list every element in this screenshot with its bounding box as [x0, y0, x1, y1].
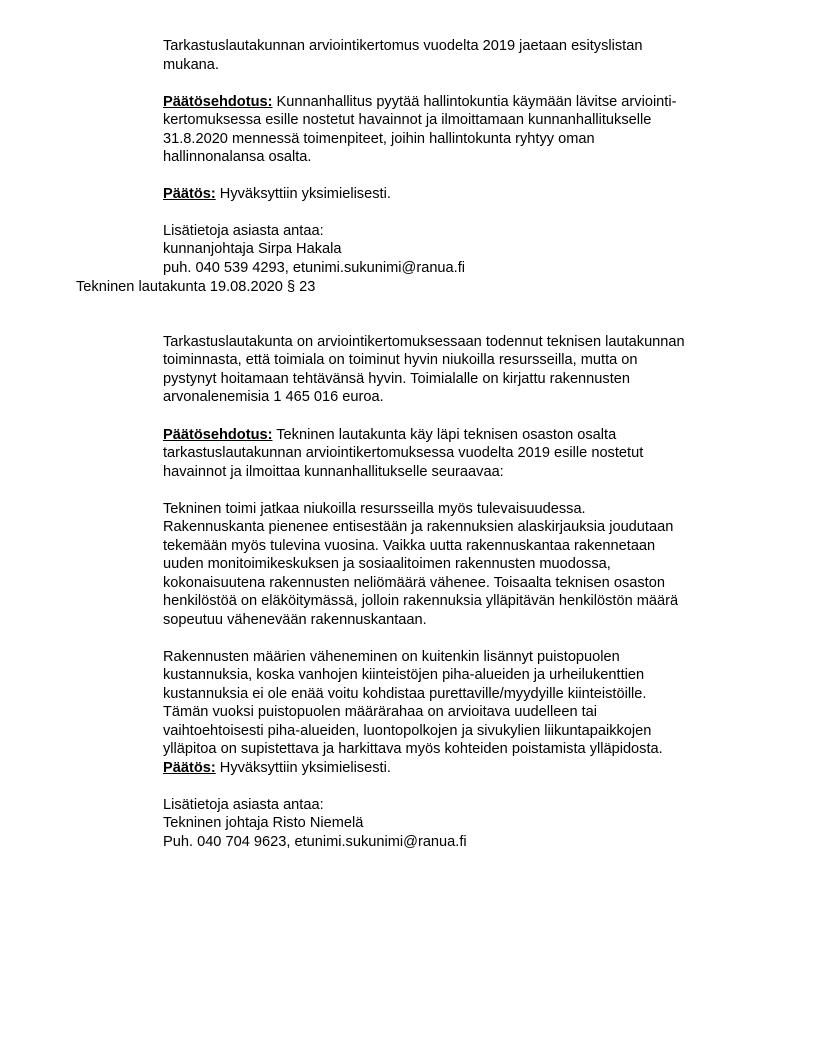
s2-proposal-line-3: havainnot ja ilmoittaa kunnanhallitukselle seuraavaa: — [163, 464, 504, 480]
s2-proposal-line-1 — [163, 426, 616, 445]
s2-para1-line-2: Rakennuskanta pienenee entisestään ja rakennuksien alaskirjauksia joudutaan — [163, 519, 674, 535]
s2-para2-line-4: Tämän vuoksi puistopuolen määrärahaa on arvioitava uudelleen tai — [163, 704, 598, 720]
s2-para2-line-3: kustannuksia ei ole enää voitu kohdistaa purettaville/myydyille kiinteistöille. — [163, 686, 647, 702]
s2-proposal-line-2: tarkastuslautakunnan arviointikertomuksessa vuodelta 2019 esille nostetut — [163, 445, 644, 461]
s2-para1-line-7: sopeutuu vähenevään rakennuskantaan. — [163, 612, 427, 628]
s1-proposal-text: Kunnanhallitus pyytää hallintokuntia käymään lävitse arviointi- — [272, 94, 677, 110]
s2-proposal-text: Tekninen lautakunta käy läpi teknisen osaston osalta — [272, 427, 617, 443]
s2-decision-text: Hyväksyttiin yksimielisesti. — [215, 760, 391, 776]
s2-para1-line-5: kokonaisuutena rakennusten neliömäärä vähenee. Toisaalta teknisen osaston — [163, 575, 665, 591]
s1-proposal-line-4: hallinnonalansa osalta. — [163, 149, 312, 165]
s2-contact-line-1: Lisätietoja asiasta antaa: — [163, 797, 324, 813]
s2-intro-line-1: Tarkastuslautakunta on arviointikertomuksessaan todennut teknisen lautakunnan — [163, 334, 685, 350]
s1-contact-line-3: puh. 040 539 4293, etunimi.sukunimi@ranua.fi — [163, 260, 466, 276]
s1-decision — [163, 185, 391, 204]
s2-para2-line-5: vaihtoehtoisesti piha-alueiden, luontopolkojen ja sivukylien liikuntapaikkojen — [163, 723, 652, 739]
s2-para2-line-6: ylläpitoa on supistettava ja harkittava myös kohteiden poistamista ylläpidosta. — [163, 741, 663, 757]
s2-contact-line-2: Tekninen johtaja Risto Niemelä — [163, 815, 364, 831]
s2-intro-line-2: toiminnasta, että toimiala on toiminut hyvin niukoilla resursseilla, mutta on — [163, 352, 638, 368]
s1-contact-line-2: kunnanjohtaja Sirpa Hakala — [163, 241, 342, 257]
s2-decision-label: Päätös: — [163, 760, 216, 776]
s1-decision-label: Päätös: — [163, 186, 216, 202]
s2-para2-line-2: kustannuksia, koska vanhojen kiinteistöjen piha-alueiden ja urheilukenttien — [163, 667, 645, 683]
s2-intro-line-3: pystynyt hoitamaan tehtävänsä hyvin. Toimialalle on kirjattu rakennusten — [163, 371, 630, 387]
s2-para2-line-1: Rakennusten määrien väheneminen on kuitenkin lisännyt puistopuolen — [163, 649, 620, 665]
s1-intro-line-2: mukana. — [163, 57, 219, 73]
s2-heading: Tekninen lautakunta 19.08.2020 § 23 — [76, 279, 316, 295]
s1-intro-line-1: Tarkastuslautakunnan arviointikertomus vuodelta 2019 jaetaan esityslistan — [163, 38, 643, 54]
s2-proposal-label: Päätösehdotus: — [163, 427, 273, 443]
s2-para1-line-1: Tekninen toimi jatkaa niukoilla resursseilla myös tulevaisuudessa. — [163, 501, 586, 517]
s1-contact-line-1: Lisätietoja asiasta antaa: — [163, 223, 324, 239]
s1-proposal-label: Päätösehdotus: — [163, 94, 273, 110]
s1-proposal-line-3: 31.8.2020 mennessä toimenpiteet, joihin hallintokunta ryhtyy oman — [163, 131, 595, 147]
s2-para1-line-6: henkilöstöä on eläköitymässä, jolloin rakennuksia ylläpitävän henkilöstön määrä — [163, 593, 679, 609]
s2-para1-line-4: uuden monitoimikeskuksen ja sosiaalitoimen rakennusten muodossa, — [163, 556, 611, 572]
s2-contact-line-3: Puh. 040 704 9623, etunimi.sukunimi@ranua.fi — [163, 834, 467, 850]
s2-intro-line-4: arvonalenemisia 1 465 016 euroa. — [163, 389, 384, 405]
s1-decision-text: Hyväksyttiin yksimielisesti. — [215, 186, 391, 202]
s2-para1-line-3: tekemään myös tulevina vuosina. Vaikka uutta rakennuskantaa rakennetaan — [163, 538, 656, 554]
s1-proposal-line-1 — [163, 93, 676, 112]
s1-proposal-line-2: kertomuksessa esille nostetut havainnot ja ilmoittamaan kunnanhallitukselle — [163, 112, 652, 128]
s2-decision — [163, 759, 391, 778]
